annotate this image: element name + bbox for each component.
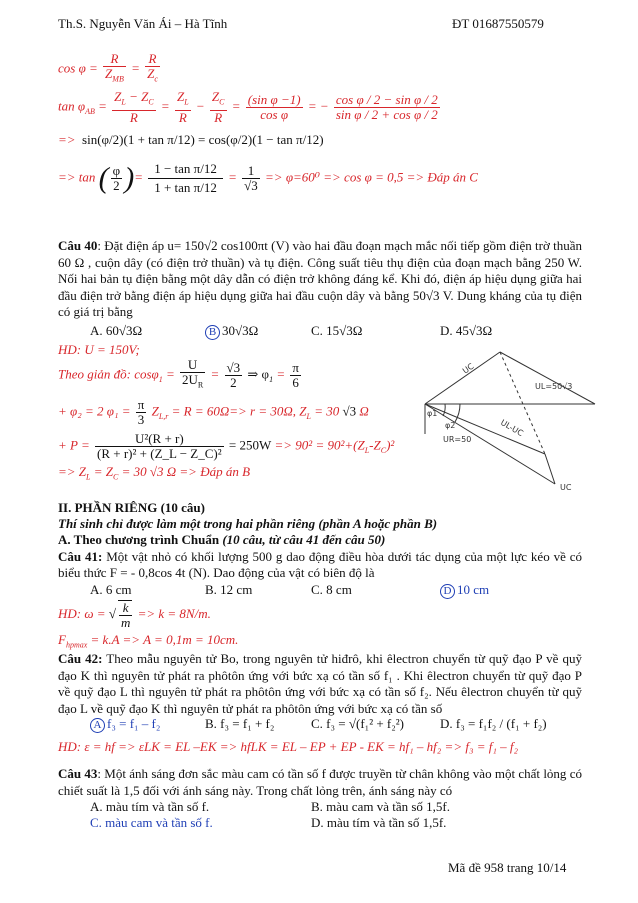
phasor-diagram: [405, 344, 615, 494]
q41-hd-omega: HD: ω = √ $\frac{k}{m}$ => k = 8N/m.: [58, 600, 211, 630]
label-ul-uc: UL-UC: [499, 417, 525, 438]
q43-stem: Câu 43: Một ánh sáng đơn sắc màu cam có tần số f được truyền từ chân không vào một chất lỏng có chiết suất là 1,5 đối với ánh sáng này. Trong chất lỏng trên, ánh sáng này có: [58, 766, 582, 798]
q40-option-a[interactable]: A. 60√3Ω: [90, 323, 143, 338]
q42-stem: Câu 42: Theo mẫu nguyên tử Bo, trong nguyên tử hiđrô, khi êlectron chuyển từ quỹ đạo P về quỹ đạo K thì nguyên tử phát ra phôtôn ứng với bức xạ có tần số f₁ . Khi êlectron chuyển từ quỹ đạo P về quỹ đạo L thì nguyên tử phát ra phôtôn ứng với bức xạ có tần số f₂. Nếu êlectron chuyển từ quỹ đạo L về quỹ đạo K thì nguyên tử phát ra phôtôn ứng với bức xạ có tần số: [58, 651, 582, 716]
q40-option-b[interactable]: B 30√3Ω: [205, 323, 258, 340]
q42-option-c[interactable]: C. f₃ = √(f₁² + f₂²): [311, 716, 405, 731]
q40-hd-cos: Theo giản đồ: cosφ$_1$ = $\frac{U}{2U_R}$ = $\frac{√3}{2}$ ⇒ $\varphi_1$ = $\frac{\pi}{6}$: [58, 357, 299, 390]
q41-stem: Câu 41: Một vật nhỏ có khối lượng 500 g dao động điều hòa dưới tác dụng của một lực kéo về có biểu thức F = - 0,8cos 4t (N). Dao động của vật có biên độ là: [58, 549, 583, 580]
label-uc-bottom: UC: [560, 483, 572, 492]
sin-cos-equation: => sin(φ/2)(1 + tan π/12) = cos(φ/2)(1 − tan π/12): [58, 132, 324, 147]
q41-option-c[interactable]: C. 8 cm: [311, 582, 352, 597]
page-footer: Mã đề 958 trang 10/14: [448, 860, 567, 875]
section-subtitle: Thí sinh chỉ được làm một trong hai phần riêng (phần A hoặc phần B): [58, 516, 438, 531]
tan-formula: $\tan \varphi_{AB}$ = $\frac{Z_L - Z_C}{R}$ = $\frac{Z_L}{R}$ − $\frac{Z_C}{R}$ = $\frac{\text{(sin φ −1)}}{\text{cos φ}}$ = − $\frac{\text{cos φ / 2 − sin φ / 2}}{\text{sin φ / 2 + cos φ / 2}}$: [58, 89, 438, 125]
q40-hd-power: + P = $\frac{\text{U²(R + r)}}{\text{(R + r)² + (Z\_L − Z\_C)²}}$ = $250W => 90^2 = 90^2+(Z_L-Z_C)^2$: [58, 431, 395, 461]
q43-option-a[interactable]: A. màu tím và tần số f.: [90, 799, 210, 814]
ur-vector: [425, 404, 545, 454]
section-title: II. PHẦN RIÊNG (10 câu): [58, 500, 205, 515]
q42-option-a[interactable]: A f₃ = f₁ – f₂: [90, 716, 160, 733]
label-uc: UC: [460, 361, 476, 376]
label-phi2: φ2: [445, 421, 456, 430]
correct-answer-circle: D: [440, 584, 455, 599]
side-line: [500, 352, 595, 404]
part-a-title: A. Theo chương trình Chuẩn (10 câu, từ câu 41 đến câu 50): [58, 532, 386, 547]
q40-hd-phi2: + φ₂ = 2 φ₁ = $\frac{\pi}{3}$ $Z_{L,r} = R = 60\Omega=> r = 30\Omega$, $Z_L = 30$ √3 Ω: [58, 397, 369, 427]
q43-option-b[interactable]: B. màu cam và tần số 1,5f.: [311, 799, 450, 814]
q40-hd-u: HD: U = 150V;: [58, 342, 140, 357]
q41-option-a[interactable]: A. 6 cm: [90, 582, 132, 597]
label-phi1: φ1: [427, 409, 438, 418]
cos-formula: cos φ = $\frac{R}{Z_{MB}}$ = $\frac{R}{Z_c}$: [58, 51, 158, 84]
q41-option-d[interactable]: D 10 cm: [440, 582, 489, 599]
q40-option-d[interactable]: D. 45√3Ω: [440, 323, 493, 338]
label-ul: UL=50√3: [535, 382, 573, 391]
correct-answer-circle: A: [90, 718, 105, 733]
uc-vector: [545, 454, 555, 484]
q40-option-c[interactable]: C. 15√3Ω: [311, 323, 363, 338]
label-ur: UR=50: [443, 435, 472, 444]
q42-hd: HD: ε = hf => εLK = EL –EK => hfLK = EL – EP + EP - EK = hf₁ – hf₂ => f₃ = f₁ – f₂: [58, 739, 519, 754]
header-phone: ĐT 01687550579: [452, 16, 544, 31]
hypotenuse-line: [425, 352, 500, 404]
q42-option-d[interactable]: D. f₃ = f₁f₂ / (f₁ + f₂): [440, 716, 547, 731]
q43-option-c[interactable]: C. màu cam và tần số f.: [90, 815, 213, 830]
correct-answer-circle: B: [205, 325, 220, 340]
q40-stem: Câu 40: Đặt điện áp u= 150√2 cos100πt (V) vào hai đầu đoạn mạch mắc nối tiếp gồm điện trờ thuần 60 Ω , cuộn dây (có điện trở thuần) và tụ điện. Công suất tiêu thụ điện của đoạn mạch bằng 250 W. Nối hai bản tụ điện bằng một dây dẫn có điện trở không đáng kể. Khi đó, điện áp hiệu dụng giữa hai đầu điện trở bằng điện áp hiệu dụng giữa hai đầu cuộn dây và bằng 50√3 V. Dung kháng của tụ điện có giá trị bằng: [58, 238, 583, 319]
header-author: Th.S. Nguyễn Văn Ái – Hà Tĩnh: [58, 16, 228, 31]
q40-hd-answer: => $Z_L = Z_C = 30$ √3 Ω => Đáp án B: [58, 464, 251, 482]
q42-option-b[interactable]: B. f₃ = f₁ + f₂: [205, 716, 275, 731]
u-vector: [425, 404, 555, 484]
dashed-line: [500, 352, 545, 454]
q43-option-d[interactable]: D. màu tím và tần số 1,5f.: [311, 815, 447, 830]
q41-hd-amplitude: $F_{hpmax} = k.A => A = 0,1m = 10cm$.: [58, 632, 239, 650]
q41-option-b[interactable]: B. 12 cm: [205, 582, 253, 597]
tan-result-line: => tan ( $\frac{\varphi}{2}$ )= $\frac{\text{1 − tan π/12}}{\text{1 + tan π/12}}$ = $\frac{1}{√3}$ => φ=60⁰ => cos φ = 0,5 => Đáp án C: [58, 161, 478, 195]
